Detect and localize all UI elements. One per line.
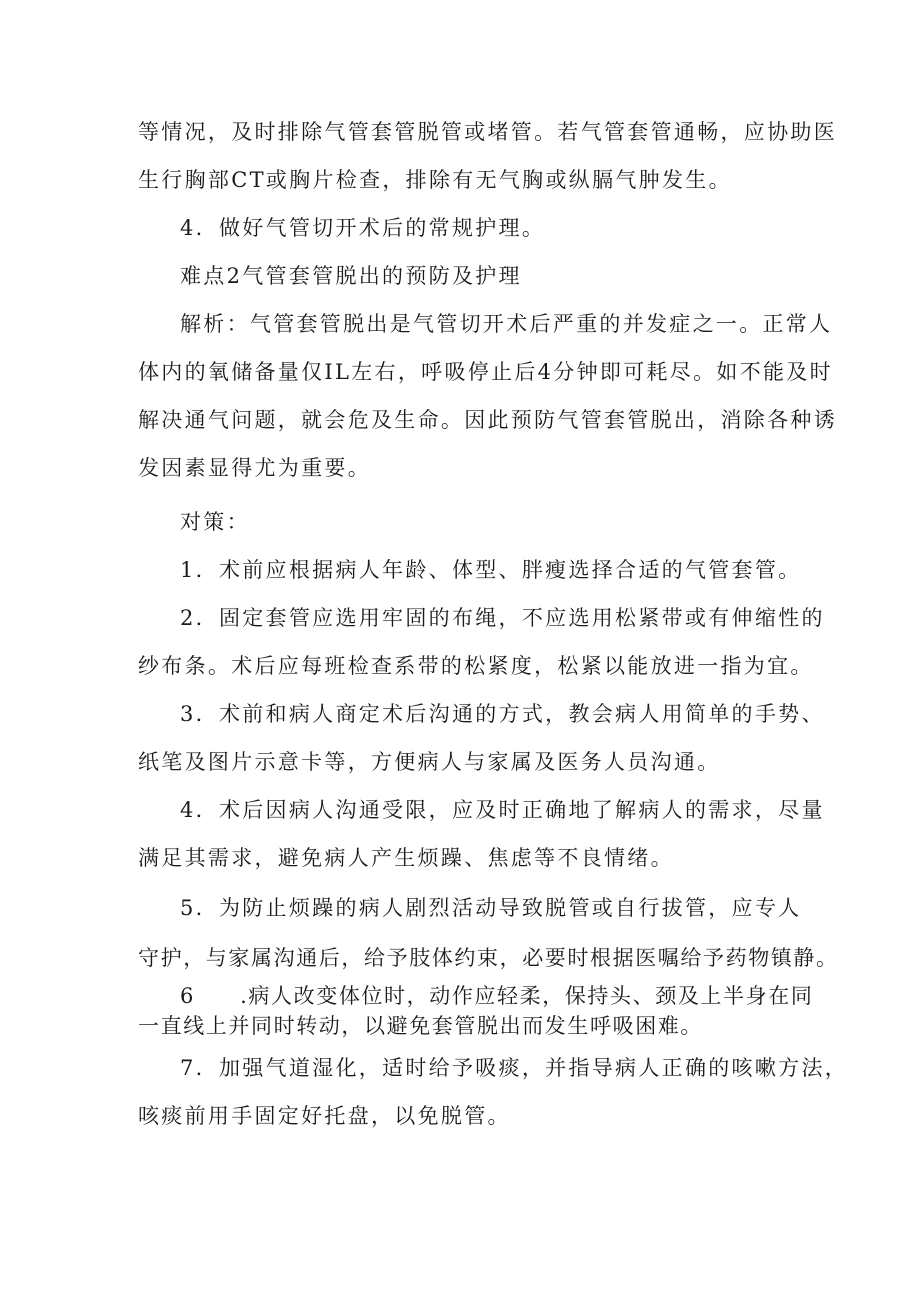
list-item: 2．固定套管应选用牢固的布绳，不应选用松紧带或有伸缩性的 bbox=[180, 606, 825, 630]
list-item: 4．术后因病人沟通受限，应及时正确地了解病人的需求，尽量 bbox=[180, 798, 825, 822]
list-item: 7．加强气道湿化，适时给予吸痰，并指导病人正确的咳嗽方法， bbox=[180, 1056, 849, 1080]
paragraph-line: 等情况，及时排除气管套管脱管或堵管。若气管套管通畅，应协助医 bbox=[138, 120, 837, 144]
paragraph-line: 纱布条。术后应每班检查系带的松紧度，松紧以能放进一指为宜。 bbox=[138, 654, 814, 678]
paragraph-line: 体内的氧储备量仅IL左右，呼吸停止后4分钟即可耗尽。如不能及时 bbox=[138, 360, 833, 384]
list-item: 1．术前应根据病人年龄、体型、胖瘦选择合适的气管套管。 bbox=[180, 558, 802, 582]
paragraph-line: 纸笔及图片示意卡等，方便病人与家属及医务人员沟通。 bbox=[138, 750, 721, 774]
paragraph-line: 解决通气问题，就会危及生命。因此预防气管套管脱出，消除各种诱 bbox=[138, 408, 837, 432]
list-item: 6 .病人改变体位时，动作应轻柔，保持头、颈及上半身在同 bbox=[180, 984, 814, 1008]
list-item: 4．做好气管切开术后的常规护理。 bbox=[180, 216, 546, 240]
section-heading: 难点2气管套管脱出的预防及护理 bbox=[180, 264, 522, 288]
list-item: 3．术前和病人商定术后沟通的方式，教会病人用简单的手势、 bbox=[180, 702, 825, 726]
paragraph-line: 发因素显得尤为重要。 bbox=[138, 456, 371, 480]
paragraph-line: 守护，与家属沟通后，给予肢体约束，必要时根据医嘱给予药物镇静。 bbox=[138, 946, 839, 970]
paragraph-line: 生行胸部CT或胸片检查，排除有无气胸或纵膈气肿发生。 bbox=[138, 168, 732, 192]
paragraph-line: 满足其需求，避免病人产生烦躁、焦虑等不良情绪。 bbox=[138, 846, 674, 870]
paragraph-line: 解析：气管套管脱出是气管切开术后严重的并发症之一。正常人 bbox=[180, 312, 833, 336]
paragraph-line: 一直线上并同时转动，以避免套管脱出而发生呼吸困难。 bbox=[138, 1014, 703, 1038]
list-item: 5．为防止烦躁的病人剧烈活动导致脱管或自行拔管，应专人 bbox=[180, 896, 802, 920]
paragraph-line: 咳痰前用手固定好托盘，以免脱管。 bbox=[138, 1104, 511, 1128]
subsection-label: 对策： bbox=[180, 510, 250, 534]
